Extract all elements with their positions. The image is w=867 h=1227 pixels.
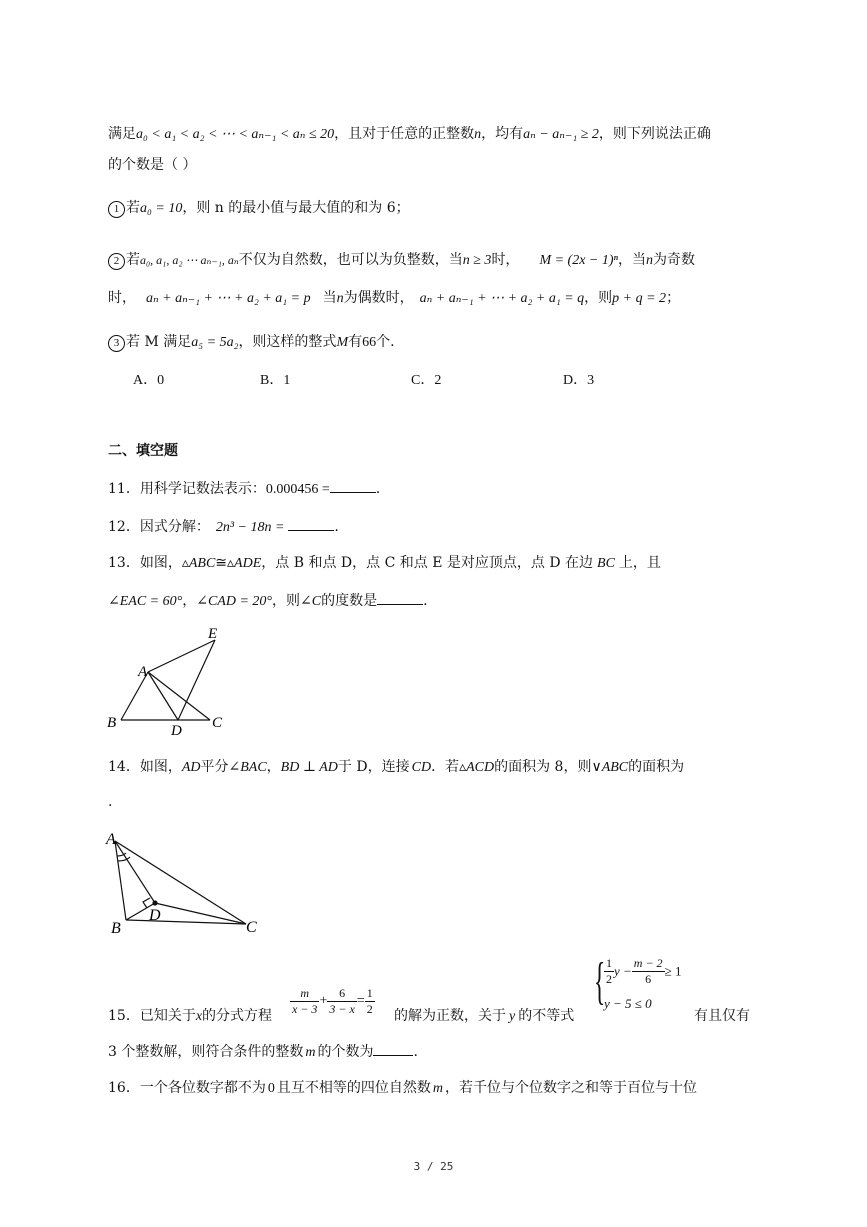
segment-ac (115, 841, 246, 924)
q15-line1-tail (694, 1006, 750, 1026)
text: 有且仅有 (694, 1008, 750, 1024)
math-expr: 0.000456 = (265, 482, 330, 497)
q10-condition-2: aₙ − aₙ₋₁ ≥ 2 (523, 127, 599, 142)
text: . (375, 481, 381, 497)
q13-line1 (108, 553, 661, 574)
option-c[interactable]: C．2 (411, 373, 442, 388)
system-row-1 (604, 956, 681, 987)
fraction-1-over-2 (365, 986, 375, 1017)
label-a: A (138, 664, 148, 680)
circled-number-1: 1 (108, 201, 125, 218)
answer-blank[interactable] (288, 516, 334, 531)
q14-line1 (108, 757, 684, 778)
text: 15．已知关于 (108, 1008, 196, 1024)
circled-number-2: 2 (108, 253, 125, 270)
math-expr: M = (2x − 1)ⁿ (539, 253, 618, 268)
text: . (423, 593, 428, 609)
numerator: 1 (366, 986, 373, 1000)
q10-line1 (108, 124, 711, 145)
fraction-6-over-3-x (327, 986, 356, 1017)
math-expr: ∨ABC (591, 760, 629, 775)
text: . (413, 1044, 418, 1060)
text: 的不等式 (518, 1008, 575, 1024)
option-d[interactable]: D．3 (563, 373, 595, 388)
point-d (152, 900, 157, 905)
digit-zero: 0 (267, 1081, 275, 1096)
denominator: 2 (366, 1002, 373, 1016)
label-d: D (171, 723, 182, 739)
var-n: n (645, 253, 653, 268)
q10-item-2-line2 (108, 288, 680, 309)
text: 的解为正数，关于 (394, 1008, 506, 1024)
segment-ad (115, 841, 155, 903)
label-d: D (149, 907, 161, 924)
segment-ab (115, 841, 126, 920)
math-expr: y − (614, 963, 632, 979)
numerator: 1 (606, 956, 612, 970)
var-m: m (305, 1045, 316, 1060)
text: ，则这样的整式 (238, 334, 337, 350)
answer-blank[interactable] (377, 590, 423, 605)
text: 的度数是 (321, 593, 378, 609)
q15-line2 (108, 1041, 418, 1063)
label-c: C (246, 919, 257, 936)
fraction-1-over-2 (604, 956, 614, 987)
math-expr: aₙ + aₙ₋₁ + ⋯ + a₂ + a₁ = p (146, 291, 311, 306)
segment-ae (148, 640, 215, 672)
text: 12．因式分解： (108, 519, 210, 535)
denominator: 6 (645, 972, 652, 986)
system-row-2 (604, 996, 652, 1012)
math-expr: a₅ = 5a₂ (191, 335, 239, 350)
segment-ed (178, 640, 215, 720)
answer-blank[interactable] (373, 1041, 413, 1056)
text: ，则 (272, 593, 300, 609)
math-expr: ≥ 1 (664, 963, 682, 979)
denominator: 2 (606, 972, 612, 986)
denominator: 3 − x (329, 1002, 355, 1016)
q16-line1 (108, 1078, 697, 1099)
q10-text: ，均有 (481, 126, 524, 142)
q15-line1 (108, 1006, 272, 1027)
text: . (108, 794, 113, 810)
var-n: n (336, 291, 344, 306)
text: 的面积为 (628, 759, 685, 775)
page-number: 3 / 25 (413, 1160, 454, 1173)
plus-sign: + (319, 993, 328, 1009)
text: 的面积为 8，则 (494, 759, 592, 775)
text: 且互不相等的四位自然数 (276, 1080, 431, 1096)
fraction-m-over-x-3 (290, 986, 319, 1017)
text: 不仅为自然数，也可以为负整数，当 (238, 252, 463, 268)
segment-ad (148, 672, 178, 720)
text: 当 (322, 290, 337, 306)
math-expr: ∠BAC (228, 760, 267, 775)
q10-text: ，则下列说法正确 (598, 126, 711, 142)
math-expr: p + q = 2 (612, 291, 667, 306)
q11 (108, 478, 380, 500)
q10-item-3 (108, 332, 395, 353)
math-expr: y − 5 ≤ 0 (604, 996, 652, 1011)
q13-triangle-figure (100, 622, 240, 740)
q10-var-n: n (474, 127, 482, 142)
text: ， (266, 759, 281, 775)
text: 于 D，连接 (337, 759, 410, 775)
text: . (334, 519, 339, 535)
circled-number-3: 3 (108, 335, 125, 352)
label-e: E (208, 626, 218, 642)
math-expr: ▵ABC (181, 556, 216, 571)
label-b: B (107, 715, 117, 731)
text: 的分式方程 (202, 1008, 273, 1024)
option-b[interactable]: B．1 (260, 373, 291, 388)
denominator: x − 3 (292, 1002, 318, 1016)
q10-line2 (108, 155, 196, 175)
numerator: m (290, 986, 319, 1002)
fraction-m-2-over-6 (632, 956, 665, 987)
math-expr: ∠EAC = 60° (108, 594, 183, 609)
text: 时， (108, 290, 136, 306)
text: ，则 n 的最小值与最大值的和为 6； (182, 200, 410, 216)
q15-line1-rest (394, 1006, 574, 1027)
q14-line2 (108, 792, 112, 812)
text: 时， (491, 252, 520, 268)
text: ， (182, 593, 197, 609)
var-m: M (336, 335, 349, 350)
congruent-symbol: ≅ (215, 556, 228, 571)
numerator: 6 (327, 986, 356, 1002)
text: 16．一个各位数字都不为 (108, 1080, 266, 1096)
label-c: C (212, 715, 223, 731)
equals-sign: = (356, 993, 365, 1009)
q14-triangle-figure (100, 826, 270, 941)
q10-condition-1: a₀ < a₁ < a₂ < ⋯ < aₙ₋₁ < aₙ ≤ 20 (136, 127, 335, 142)
text: 3 个整数解，则符合条件的整数 (108, 1044, 304, 1060)
math-expr: CD (411, 760, 432, 775)
var-m: m (432, 1081, 443, 1096)
math-expr: a₀, a₁, a₂ ⋯ aₙ₋₁, aₙ (140, 253, 239, 267)
q10-item-2-line1 (108, 250, 695, 271)
text: 上，且 (618, 555, 661, 571)
math-expr: a₀ = 10 (140, 201, 183, 216)
math-expr: n ≥ 3 (462, 253, 492, 268)
text: ，点 B 和点 D，点 C 和点 E 是对应顶点，点 D 在边 (261, 555, 594, 571)
math-expr: AD (181, 760, 201, 775)
math-expr: ∠CAD = 20° (196, 594, 272, 609)
count-value: 66 (362, 335, 377, 350)
text: 若 (126, 200, 140, 216)
left-brace: { (594, 953, 606, 1010)
option-a[interactable]: A．0 (133, 373, 165, 388)
text: ，当 (617, 252, 646, 268)
text: ，则 (584, 290, 613, 306)
math-expr: ∠C (300, 594, 322, 609)
math-expr: ▵ADE (227, 556, 262, 571)
label-b: B (111, 920, 121, 937)
q10-text: 满足 (108, 126, 136, 142)
math-expr: aₙ + aₙ₋₁ + ⋯ + a₂ + a₁ = q (419, 291, 585, 306)
text: 若 (126, 252, 140, 268)
numerator: m − 2 (633, 956, 663, 970)
text: ，若千位与个位数字之和等于百位与十位 (444, 1080, 697, 1096)
segment-ac (148, 672, 210, 720)
text: 有 (348, 334, 363, 350)
math-expr: 2n³ − 18n = (215, 520, 285, 535)
text: 14．如图， (108, 759, 182, 775)
q10-text: ，且对于任意的正整数 (334, 126, 475, 142)
text: ．若 (431, 759, 460, 775)
text: 为奇数 (652, 252, 695, 268)
q12 (108, 516, 339, 538)
text: 为偶数时， (343, 290, 414, 306)
q10-item-1 (108, 198, 410, 219)
math-expr: ▵ACD (459, 760, 495, 775)
math-expr: BD ⊥ AD (280, 760, 338, 775)
var-y: y (509, 1009, 516, 1024)
q10-text: 的个数是（ ） (108, 157, 197, 173)
math-expr: BC (597, 556, 615, 571)
label-a: A (106, 831, 116, 848)
text: 个. (376, 334, 395, 350)
segment-bc (126, 920, 246, 924)
q13-line2 (108, 590, 428, 612)
text: ； (666, 290, 681, 306)
text: 11．用科学记数法表示： (108, 481, 266, 497)
section-title: 二、填空题 (108, 443, 178, 459)
text: 13．如图， (108, 555, 182, 571)
q15-equation (290, 986, 375, 1017)
text: 若 M 满足 (126, 334, 192, 350)
var-x: x (195, 1009, 203, 1024)
text: 的个数为 (317, 1044, 374, 1060)
answer-blank[interactable] (330, 478, 376, 493)
text: 平分 (200, 759, 229, 775)
